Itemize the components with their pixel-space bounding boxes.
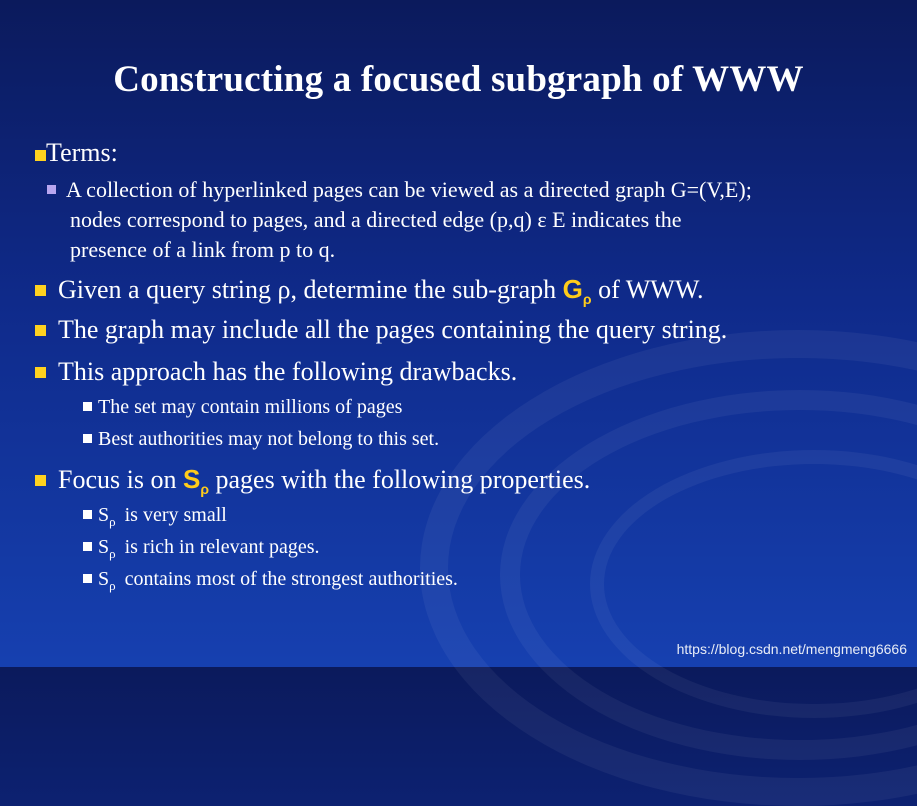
drawback-text: The set may contain millions of pages bbox=[98, 396, 403, 418]
property-text: is rich in relevant pages. bbox=[119, 536, 320, 558]
square-bullet-icon bbox=[35, 285, 46, 296]
graph-text: The graph may include all the pages containing the query string. bbox=[58, 315, 728, 344]
square-bullet-icon bbox=[83, 402, 92, 411]
drawback-text: Best authorities may not belong to this set. bbox=[98, 428, 440, 450]
bullet-approach bbox=[35, 357, 517, 387]
square-bullet-icon bbox=[83, 574, 92, 583]
given-text: Given a query string ρ, determine the sub-graph bbox=[58, 275, 563, 304]
drawback-item bbox=[83, 396, 402, 419]
terms-definition bbox=[47, 175, 752, 205]
bullet-given bbox=[35, 274, 704, 307]
slide-title: Constructing a focused subgraph of WWW bbox=[113, 59, 804, 100]
terms-line-3: presence of a link from p to q. bbox=[70, 237, 336, 262]
bullet-focus bbox=[35, 464, 590, 497]
square-bullet-icon bbox=[35, 150, 46, 161]
terms-line-1: A collection of hyperlinked pages can be viewed as a directed graph G=(V,E); bbox=[66, 177, 752, 202]
property-item: $S_\rho$ is rich in relevant pages. bbox=[83, 536, 320, 562]
square-bullet-icon bbox=[83, 510, 92, 519]
square-bullet-icon bbox=[47, 185, 56, 194]
given-text-end: of WWW. bbox=[591, 275, 704, 304]
terms-heading: Terms: bbox=[46, 138, 118, 167]
property-text: is very small bbox=[119, 504, 227, 526]
bullet-graph bbox=[35, 315, 727, 345]
square-bullet-icon bbox=[83, 434, 92, 443]
square-bullet-icon bbox=[83, 542, 92, 551]
bullet-terms bbox=[35, 138, 118, 168]
square-bullet-icon bbox=[35, 325, 46, 336]
watermark-url: https://blog.csdn.net/mengmeng6666 bbox=[676, 641, 907, 657]
property-item: $S_\rho$ is very small bbox=[83, 504, 227, 530]
property-item: $S_\rho$ contains most of the strongest authorities. bbox=[83, 568, 458, 594]
focus-text-end: pages with the following properties. bbox=[208, 465, 591, 494]
square-bullet-icon bbox=[35, 367, 46, 378]
subgraph-symbol: $G_\rho$ bbox=[562, 274, 592, 308]
drawback-item bbox=[83, 428, 439, 451]
property-text: contains most of the strongest authorities. bbox=[119, 568, 458, 590]
s-rho-symbol: $S_\rho$ bbox=[182, 464, 209, 498]
approach-text: This approach has the following drawbacks. bbox=[58, 357, 518, 386]
focus-text: Focus is on bbox=[58, 465, 183, 494]
square-bullet-icon bbox=[35, 475, 46, 486]
terms-line-2: nodes correspond to pages, and a directed edge (p,q) ε E indicates the bbox=[70, 207, 682, 232]
